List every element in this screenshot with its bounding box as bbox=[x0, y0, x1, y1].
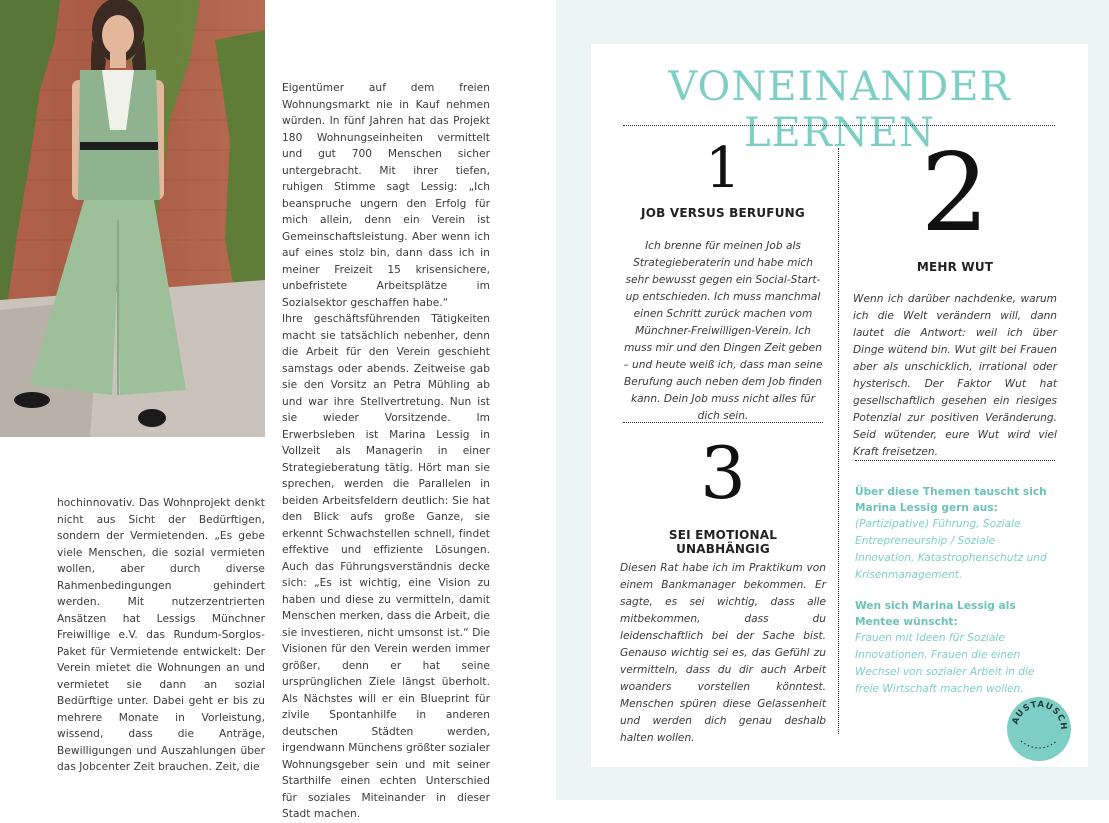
badge-circle-text bbox=[1007, 697, 1071, 761]
article-paragraph: Ihre geschäftsführenden Tätigkeiten macht sie tatsächlich nebenher, denn die Arbeit für den Verein geschieht samstags oder abends. Zeitweise gab sie den Vorsitz an Petra Mühling ab und war ihre Stellvertretung. Nun ist sie wieder Vorsitzende. Im Erwerbsleben ist Marina Lessig in Vollzeit als Managerin in einer Strategieberatung tätig. Hört man sie sprechen, werden die Parallelen in beiden Arbeitsfeldern deutlich: Sie hat den Blick aufs große Ganze, sie erkennt Schwachstellen schnell, findet effektive und effiziente Lösungen. Auch das Führungsverständnis decke sich: „Es ist wichtig, eine Vision zu haben und diese zu vermitteln, damit Menschen merken, dass die Arbeit, die sie investieren, nicht umsonst ist.“ Die Visionen für den Verein werden immer größer, denn er hat seine ursprünglichen Ziele längst überholt. Als Nächstes will er ein Blueprint für zivile Spontanhilfe in anderen deutschen Städten werden, irgendwann Münchens größter sozialer Wohnungsgeber sein und mit seiner Starthilfe einen echten Unterschied für soziales Miteinander in dieser Stadt machen. bbox=[282, 313, 490, 820]
item-number: 2 bbox=[920, 131, 990, 256]
dotted-divider bbox=[623, 422, 823, 423]
item-heading: MEHR WUT bbox=[916, 260, 994, 274]
badge-label: AUSTAUSCH bbox=[1010, 699, 1069, 732]
dotted-column-divider bbox=[838, 148, 839, 734]
article-paragraph: Eigentümer auf dem freien Wohnungsmarkt nie in Kauf nehmen würden. In fünf Jahren hat das Projekt 180 Wohnungseinheiten vermittelt und gut 700 Menschen sicher untergebracht. Mit ihrer tiefen, ruhigen Stimme sagt Lessig: „Ich beanspruche ungern den Erfolg für mich allein, denn ein Verein ist Gemeinschaftsleistung. Aber wenn ich auf eines stolz bin, dann dass ich in meiner Freizeit 15 krisensichere, unbefristete Arbeitsplätze im Sozialsektor geschaffen habe.“ bbox=[282, 82, 490, 309]
article-column-2 bbox=[282, 80, 490, 823]
portrait-photo bbox=[0, 0, 265, 437]
article-paragraph: hochinnovativ. Das Wohnprojekt denkt nicht aus Sicht der Bedürftigen, sondern der Vermietenden. „Es gebe viele Menschen, die sozial vermieten wollen, aber durch diverse Rahmenbedingungen gehindert werden. Mit nutzerzentrierten Ansätzen hat Lessigs Münchner Freiwillige e.V. das Rundum-Sorglos-Paket für Vermietende entwickelt: Der Verein mietet die Wohnungen an und vermietet sie dann an sozial Bedürftige unter. Dabei geht er bis zu mehrere Monate in Vorleistung, wissend, dass die Anträge, Bewilligungen und Auszahlungen über das Jobcenter Zeit brauchen. Zeit, die bbox=[57, 497, 265, 773]
item-text: Ich brenne für meinen Job als Strategieberaterin und habe mich sehr bewusst gegen ein Social-Start-up entschieden. Ich muss manchmal einen Schritt zurück machen vom Münchner-Freiwilligen-Verein. Ich muss mir und den Dingen Zeit geben – und heute weiß ich, dass man seine Berufung auch neben dem Job finden kann. Dein Job muss nicht alles für dich sein. bbox=[623, 240, 823, 422]
item-heading: JOB VERSUS BERUFUNG bbox=[641, 206, 805, 220]
svg-text:AUSTAUSCH bbox=[1011, 700, 1069, 731]
section-title: VONEINANDER LERNEN bbox=[668, 64, 1011, 156]
mentee-heading: Wen sich Marina Lessig als Mentee wünscht: bbox=[855, 600, 1016, 628]
item-number: 1 bbox=[705, 136, 741, 201]
article-column-1 bbox=[57, 495, 265, 776]
item-number: 3 bbox=[700, 431, 746, 515]
dotted-divider bbox=[855, 460, 1055, 461]
topics-text: (Partizipative) Führung, Soziale Entrepreneurship / Soziale Innovation, Katastrophenschutz und Krisenmanagement. bbox=[855, 518, 1047, 581]
dotted-divider bbox=[623, 125, 1055, 126]
austausch-badge bbox=[1007, 697, 1071, 761]
item-heading: SEI EMOTIONAL UNABHÄNGIG bbox=[668, 528, 778, 556]
mentee-text: Frauen mit Ideen für Soziale Innovationen, Frauen die einen Wechsel von sozialer Arbeit in die freie Wirtschaft machen wollen. bbox=[855, 632, 1035, 695]
item-text: Wenn ich darüber nachdenke, warum ich die Welt verändern will, dann lautet die Antwort: weil ich über Dinge wütend bin. Wut gilt bei Frauen aber als unschicklich, irrational oder hysterisch. Der Faktor Wut hat gesellschaftlich gesehen ein riesiges Potenzial zur positiven Veränderung. Seid wütender, eure Wut wird viel Kraft freisetzen. bbox=[853, 293, 1057, 458]
topics-heading: Über diese Themen tauscht sich Marina Lessig gern aus: bbox=[855, 486, 1047, 514]
item-text: Diesen Rat habe ich im Praktikum von einem Bankmanager bekommen. Er sagte, es sei wichtig, dass alle mitbekommen, dass du leidenschaftlich bei der Sache bist. Genauso wichtig sei es, das Gefühl zu vermitteln, dass du dir auch Arbeit woanders vorstellen könntest. Menschen spüren diese Gelassenheit und werden dich genau deshalb halten wollen. bbox=[620, 562, 826, 744]
